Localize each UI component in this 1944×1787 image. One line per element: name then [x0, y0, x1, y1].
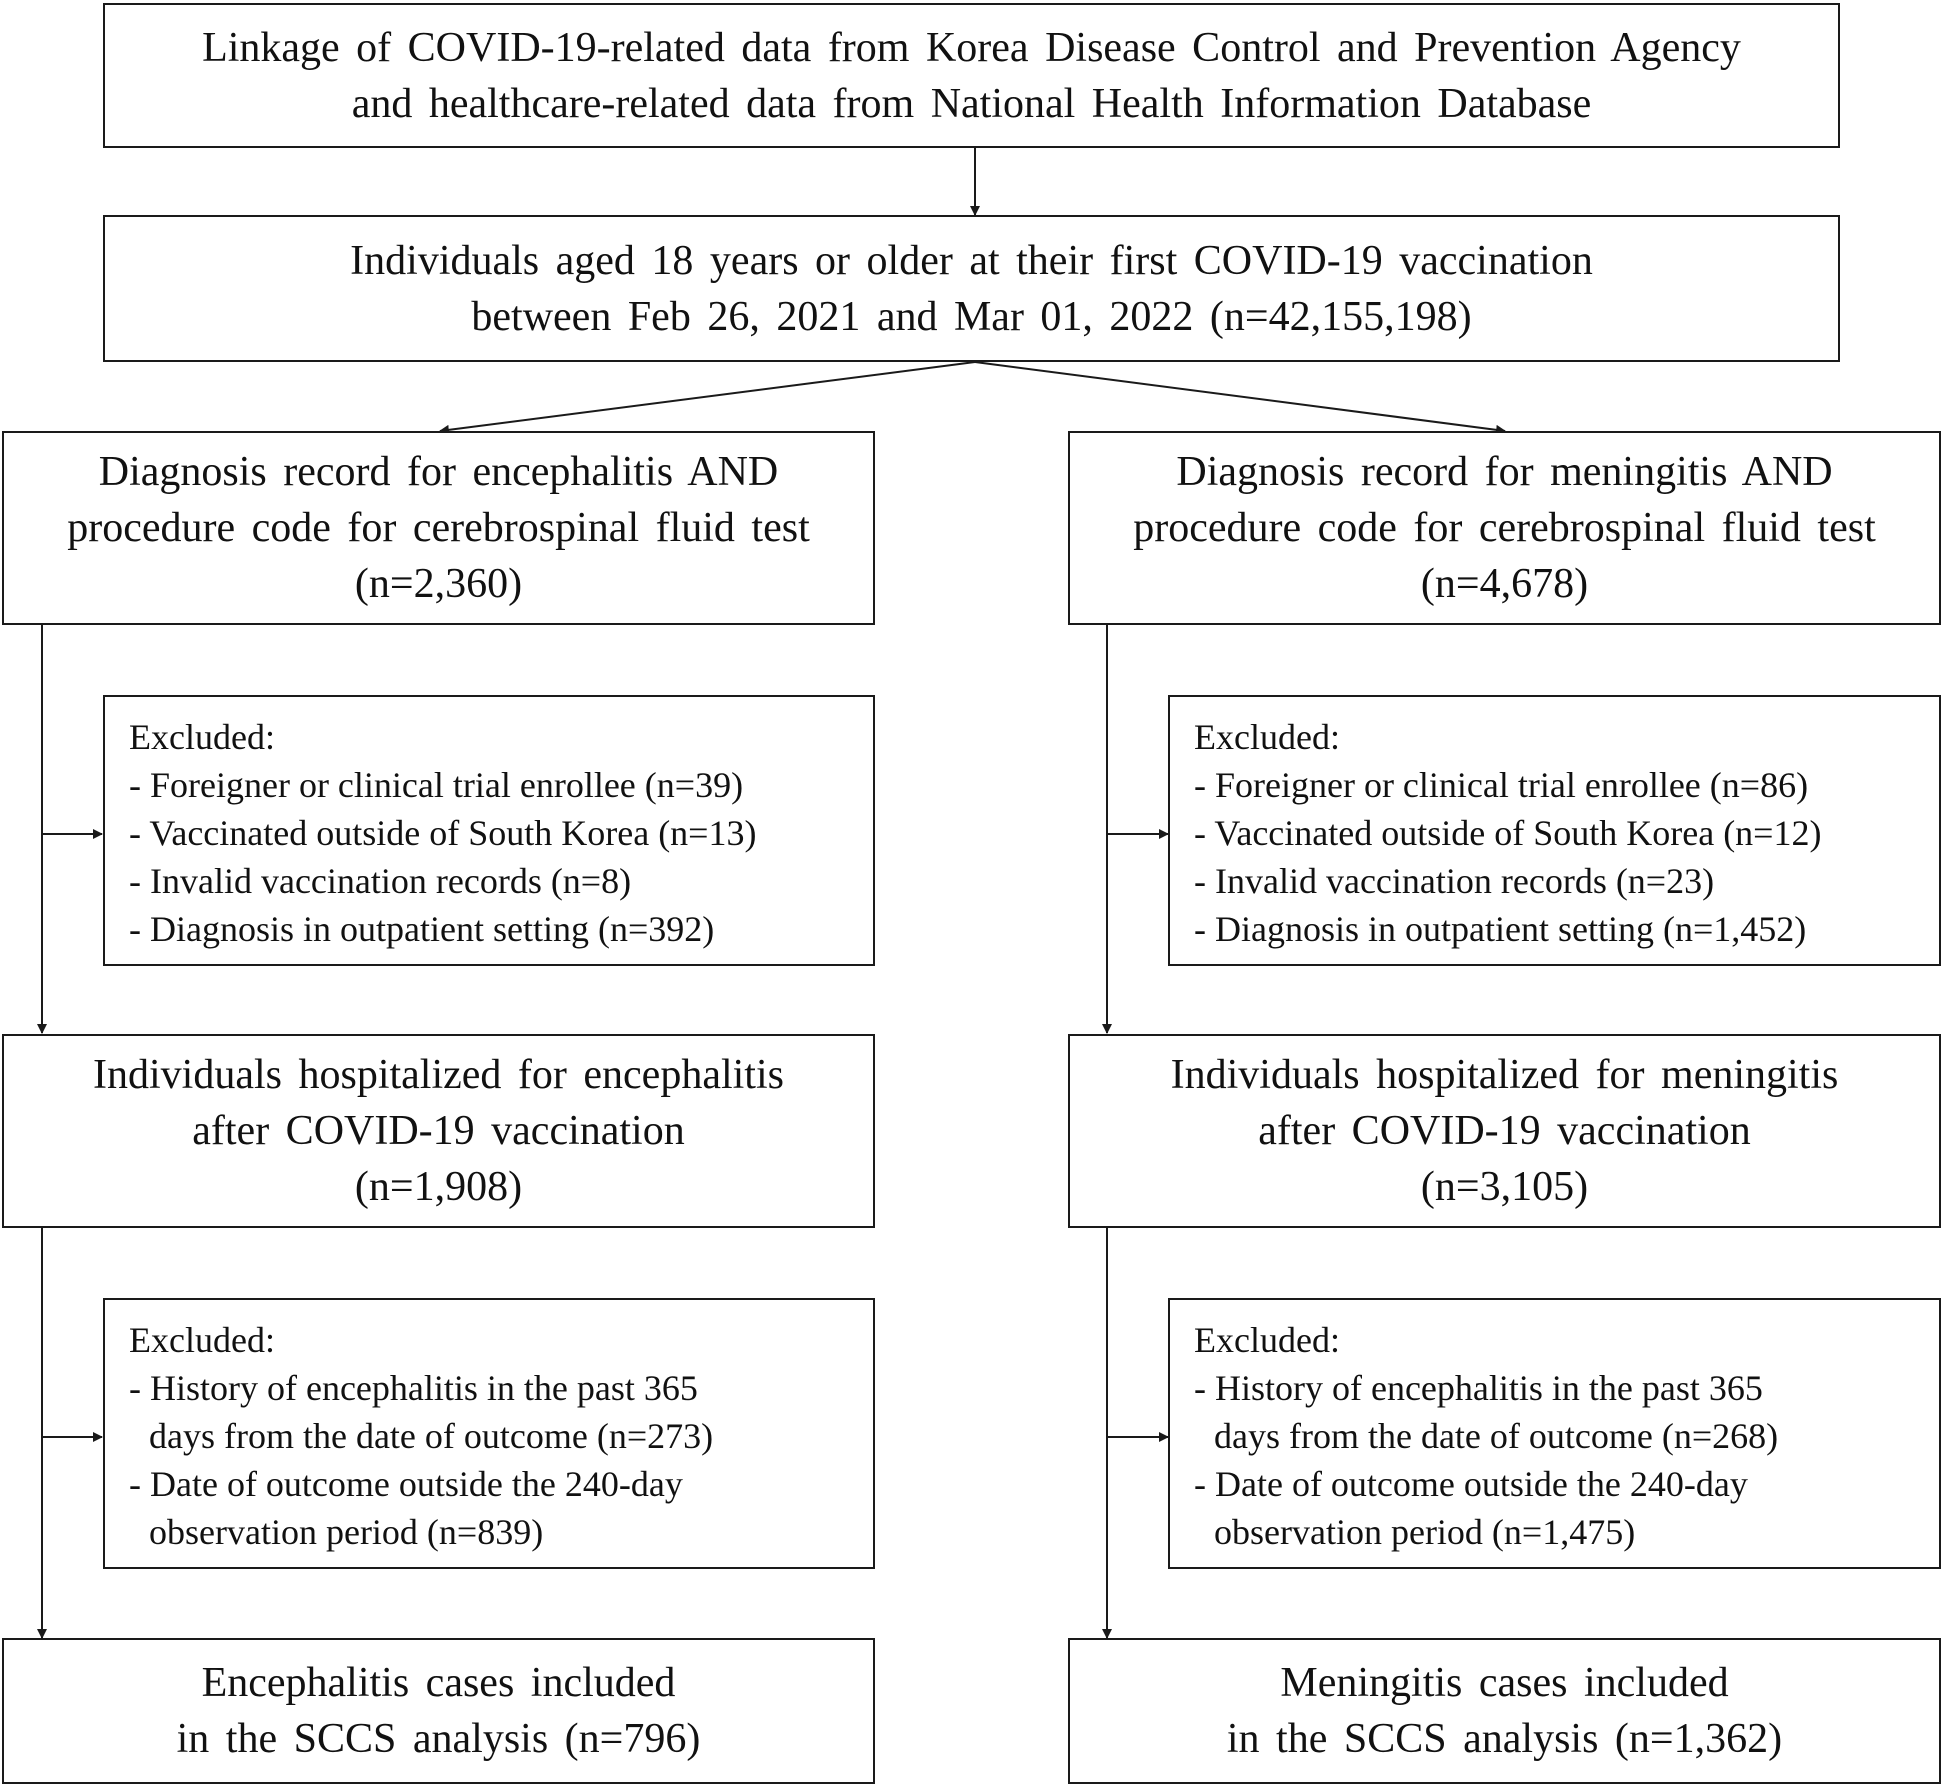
meningitis-diagnosis-box	[1068, 431, 1941, 625]
exclusion-heading: Excluded:	[129, 717, 275, 757]
encephalitis-diagnosis-line: Diagnosis record for encephalitis AND	[98, 449, 779, 495]
meningitis-final-line: Meningitis cases included	[1280, 1660, 1729, 1706]
exclusion-item: - Vaccinated outside of South Korea (n=12)	[1194, 813, 1822, 853]
encephalitis-final-line: Encephalitis cases included	[201, 1660, 676, 1706]
exclusion-item: observation period (n=1,475)	[1214, 1512, 1636, 1552]
meningitis-hospitalized-line: Individuals hospitalized for meningitis	[1170, 1052, 1839, 1098]
meningitis-diagnosis-count: (n=4,678)	[1420, 561, 1589, 607]
encephalitis-exclusion2-box	[103, 1298, 875, 1569]
exclusion-item: days from the date of outcome (n=268)	[1214, 1416, 1779, 1456]
exclusion-item: - Foreigner or clinical trial enrollee (n=86)	[1194, 765, 1809, 805]
exclusion-item: - Diagnosis in outpatient setting (n=1,452)	[1194, 909, 1807, 949]
population-box	[103, 215, 1840, 362]
meningitis-hospitalized-count: (n=3,105)	[1420, 1164, 1589, 1210]
meningitis-diagnosis-line: Diagnosis record for meningitis AND	[1176, 449, 1833, 495]
arrow-population-to-meningitis	[975, 362, 1505, 431]
exclusion-item: - Vaccinated outside of South Korea (n=13)	[129, 813, 757, 853]
linkage-line: and healthcare-related data from National Health Information Database	[351, 80, 1592, 127]
exclusion-item: - History of encephalitis in the past 365	[129, 1368, 698, 1408]
encephalitis-hospitalized-line: Individuals hospitalized for encephalitis	[93, 1052, 784, 1098]
population-line: between Feb 26, 2021 and Mar 01, 2022 (n=42,155,198)	[471, 293, 1472, 340]
exclusion-item: observation period (n=839)	[149, 1512, 544, 1552]
encephalitis-diagnosis-box	[2, 431, 875, 625]
meningitis-final-box	[1068, 1638, 1941, 1784]
encephalitis-hospitalized-count: (n=1,908)	[354, 1164, 523, 1210]
encephalitis-final-line: in the SCCS analysis (n=796)	[176, 1716, 701, 1762]
exclusion-heading: Excluded:	[1194, 1320, 1340, 1360]
exclusion-heading: Excluded:	[1194, 717, 1340, 757]
exclusion-item: days from the date of outcome (n=273)	[149, 1416, 714, 1456]
exclusion-item: - History of encephalitis in the past 365	[1194, 1368, 1763, 1408]
linkage-box	[103, 3, 1840, 148]
meningitis-exclusion2-box	[1168, 1298, 1941, 1569]
meningitis-hospitalized-box	[1068, 1034, 1941, 1228]
encephalitis-diagnosis-line: procedure code for cerebrospinal fluid test	[67, 505, 810, 551]
exclusion-item: - Date of outcome outside the 240-day	[1194, 1464, 1748, 1504]
population-line: Individuals aged 18 years or older at their first COVID-19 vaccination	[350, 237, 1593, 284]
exclusion-item: - Invalid vaccination records (n=23)	[1194, 861, 1715, 901]
exclusion-item: - Date of outcome outside the 240-day	[129, 1464, 683, 1504]
encephalitis-hospitalized-box	[2, 1034, 875, 1228]
meningitis-final-line: in the SCCS analysis (n=1,362)	[1226, 1716, 1783, 1762]
encephalitis-exclusion1-box	[103, 695, 875, 966]
encephalitis-hospitalized-line: after COVID-19 vaccination	[192, 1108, 685, 1154]
meningitis-exclusion1-box	[1168, 695, 1941, 966]
meningitis-hospitalized-line: after COVID-19 vaccination	[1258, 1108, 1751, 1154]
encephalitis-final-box	[2, 1638, 875, 1784]
exclusion-heading: Excluded:	[129, 1320, 275, 1360]
encephalitis-diagnosis-count: (n=2,360)	[354, 561, 523, 607]
linkage-line: Linkage of COVID-19-related data from Korea Disease Control and Prevention Agency	[202, 24, 1741, 71]
meningitis-diagnosis-line: procedure code for cerebrospinal fluid test	[1133, 505, 1876, 551]
exclusion-item: - Foreigner or clinical trial enrollee (n=39)	[129, 765, 744, 805]
exclusion-item: - Invalid vaccination records (n=8)	[129, 861, 632, 901]
exclusion-item: - Diagnosis in outpatient setting (n=392)	[129, 909, 715, 949]
arrow-population-to-encephalitis	[440, 362, 975, 431]
